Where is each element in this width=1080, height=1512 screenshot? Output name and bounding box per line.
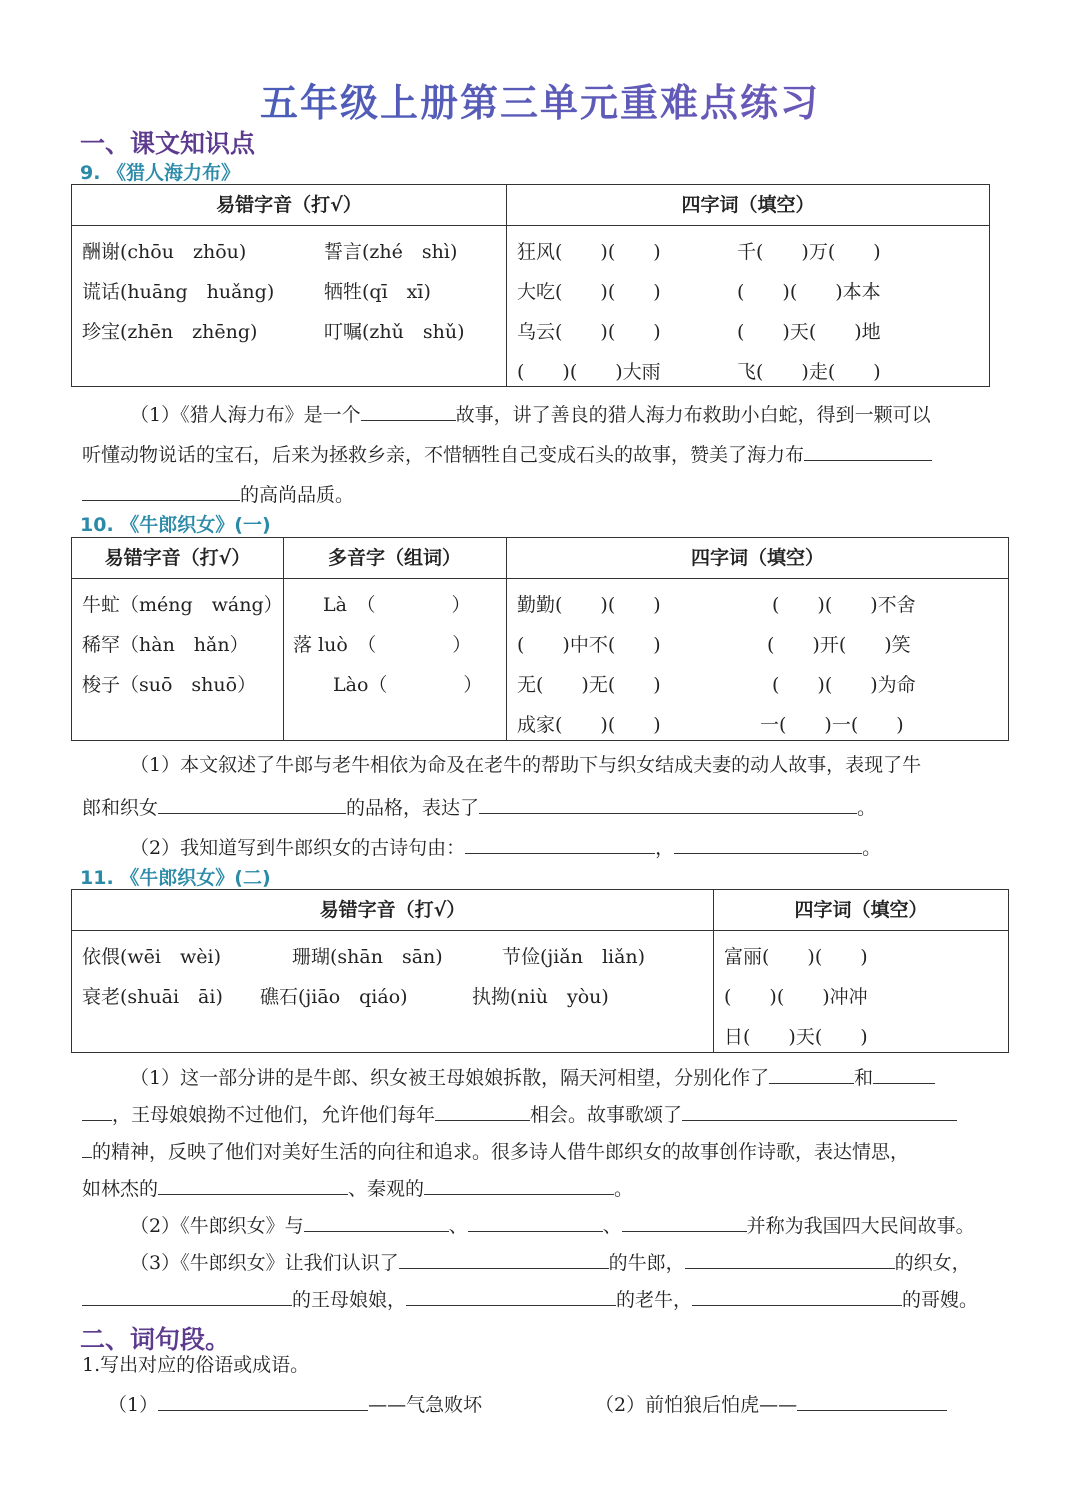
word-item: ( )( )大雨 <box>517 361 661 383</box>
table-header: 易错字音（打√） <box>104 547 251 569</box>
pinyin-item: 叮嘱(zhǔ shǔ) <box>324 321 465 343</box>
pinyin-item: 誓言(zhé shì) <box>324 241 458 263</box>
word-item: 大吃( )( ) <box>517 281 661 303</box>
table-header: 四字词（填空） <box>794 899 928 921</box>
section-heading-1: 一、课文知识点 <box>80 129 256 158</box>
question-line: （2）前怕狼后怕虎—— <box>595 1390 947 1417</box>
word-item: 狂风( )( ) <box>517 241 661 263</box>
question-line: （2）我知道写到牛郎织女的古诗句由： ， 。 <box>130 833 881 860</box>
pinyin-item: 依偎(wēi wèi) <box>82 946 221 968</box>
lesson-9-heading: 9. 《猎人海力布》 <box>80 162 241 184</box>
question-line: 的精神，反映了他们对美好生活的向往和追求。很多诗人借牛郎织女的故事创作诗歌，表达情思， <box>82 1137 909 1164</box>
pinyin-item: 节俭(jiǎn liǎn) <box>502 946 646 968</box>
table-header: 多音字（组词） <box>327 547 461 569</box>
lesson-9-table <box>71 184 990 387</box>
question-line: 的高尚品质。 <box>82 480 354 507</box>
pinyin-item: 谎话(huāng huǎng) <box>82 281 275 303</box>
question-line: （1）《猎人海力布》是一个 故事，讲了善良的猎人海力布救助小白蛇，得到一颗可以 <box>130 400 931 427</box>
word-item: ( )中不( ) <box>517 634 661 656</box>
question-line: 的王母娘娘， 的老牛， 的哥嫂。 <box>82 1285 978 1312</box>
question-line: 如林杰的 、秦观的 。 <box>82 1174 633 1201</box>
word-item: ( )( )冲冲 <box>724 986 868 1008</box>
polyphone-item: Là （ ） <box>323 594 471 616</box>
table-header: 易错字音（打√） <box>216 194 362 216</box>
question-line: （1） ——气急败坏 <box>108 1390 482 1417</box>
word-item: ( )天( )地 <box>737 321 881 343</box>
question-line: （2）《牛郎织女》与 、 、 并称为我国四大民间故事。 <box>130 1211 975 1238</box>
page-title: 五年级上册第三单元重难点练习 <box>0 72 1080 127</box>
lesson-11-heading: 11. 《牛郎织女》(二) <box>80 867 271 889</box>
word-item: 富丽( )( ) <box>724 946 868 968</box>
lesson-10-table <box>71 537 1009 741</box>
table-header: 易错字音（打√） <box>319 899 466 921</box>
word-item: 勤勤( )( ) <box>517 594 661 616</box>
word-item: 日( )天( ) <box>724 1026 868 1048</box>
polyphone-item: Lào（ ） <box>333 674 483 696</box>
question-line: （1）本文叙述了牛郎与老牛相依为命及在老牛的帮助下与织女结成夫妻的动人故事，表现了牛 <box>130 754 922 776</box>
pinyin-item: 牛虻（méng wáng） <box>82 594 283 616</box>
word-item: 成家( )( ) <box>517 714 661 736</box>
question-line: 听懂动物说话的宝石，后来为拯救乡亲，不惜牺牲自己变成石头的故事，赞美了海力布 <box>82 440 932 467</box>
question-line: （3）《牛郎织女》让我们认识了 的牛郎， 的织女， <box>130 1248 971 1275</box>
pinyin-item: 礁石(jiāo qiáo) <box>260 986 408 1008</box>
question-line: 1.写出对应的俗语或成语。 <box>82 1354 310 1376</box>
question-line: ，王母娘娘拗不过他们，允许他们每年 相会。故事歌颂了 <box>82 1100 957 1127</box>
table-header: 四字词（填空） <box>690 547 824 569</box>
pinyin-item: 珍宝(zhēn zhēng) <box>82 321 258 343</box>
word-item: ( )( )为命 <box>772 674 916 696</box>
section-heading-2: 二、词句段。 <box>80 1325 231 1354</box>
pinyin-item: 珊瑚(shān sān) <box>292 946 443 968</box>
word-item: ( )开( )笑 <box>767 634 911 656</box>
pinyin-item: 牺牲(qī xī) <box>324 281 431 303</box>
word-item: 一( )一( ) <box>760 714 904 736</box>
word-item: 千( )万( ) <box>737 241 881 263</box>
word-item: 无( )无( ) <box>517 674 661 696</box>
pinyin-item: 稀罕（hàn hǎn） <box>82 634 249 656</box>
word-item: 乌云( )( ) <box>517 321 661 343</box>
word-item: ( )( )不舍 <box>772 594 916 616</box>
word-item: ( )( )本本 <box>737 281 881 303</box>
lesson-10-heading: 10. 《牛郎织女》(一) <box>80 514 271 536</box>
question-line: （1）这一部分讲的是牛郎、织女被王母娘娘拆散，隔天河相望，分别化作了 和 <box>130 1063 935 1090</box>
lesson-11-table <box>71 889 1009 1053</box>
question-line: 郎和织女 的品格，表达了 。 <box>82 793 876 820</box>
polyphone-item: 落 luò （ ） <box>293 634 472 656</box>
table-header: 四字词（填空） <box>681 194 815 216</box>
word-item: 飞( )走( ) <box>737 361 881 383</box>
pinyin-item: 衰老(shuāi āi) <box>82 986 223 1008</box>
pinyin-item: 酬谢(chōu zhōu) <box>82 241 247 263</box>
pinyin-item: 梭子（suō shuō） <box>82 674 257 696</box>
pinyin-item: 执拗(niù yòu) <box>472 986 609 1008</box>
